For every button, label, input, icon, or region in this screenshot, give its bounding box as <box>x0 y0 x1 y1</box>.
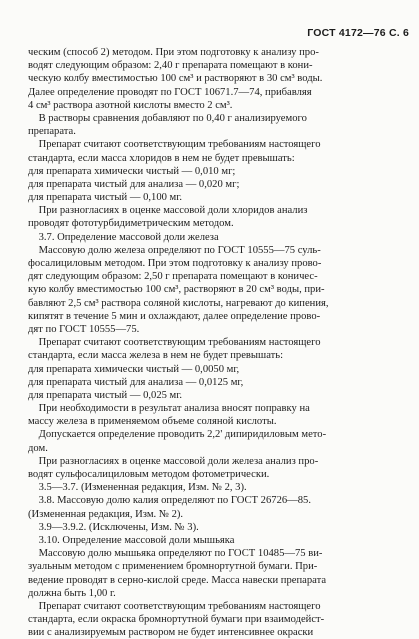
text-line: массу железа в применяемом объеме соляной кислоты. <box>28 416 277 428</box>
text-line: ческим (способ 2) методом. При этом подготовку к анализу про- <box>28 47 319 58</box>
text-line: дят следующим образом: 2,50 г препарата помещают в коничес- <box>28 271 318 283</box>
text-line: кипятят в течение 5 мин и охлаждают, далее определение прово- <box>28 310 321 322</box>
text-line: зуальным методом с применением бромнортутной бумаги. При- <box>28 561 318 573</box>
text-line: стандарта, если окраска бромнортутной бумаги при взаимодейст- <box>28 614 325 626</box>
text-line: для препарата чистый для анализа — 0,020 мг; <box>28 178 240 190</box>
text-line: для препарата химически чистый — 0,0050 мг, <box>28 363 240 375</box>
text-line: стандарта, если масса железа в нем не будет превышать: <box>28 350 284 362</box>
text-line: для препарата химически чистый — 0,010 мг; <box>28 165 236 177</box>
text-line: При разногласиях в оценке массовой доли железа анализ про- <box>28 455 319 467</box>
text-line: вии с анализируемым раствором не будет интенсивнее окраски <box>28 627 314 639</box>
text-line: кую колбу вместимостью 100 см³, растворяют в 20 см³ воды, при- <box>28 284 325 296</box>
text-line: водят сульфосалициловым методом фотометрически. <box>28 469 270 480</box>
text-line: бавляют 2,5 см³ раствора соляной кислоты, нагревают до кипения, <box>28 297 329 309</box>
text-line: водят следующим образом: 2,40 г препарата помещают в кони- <box>28 60 313 72</box>
text-line: препарата. <box>28 126 76 138</box>
text-line: Массовую долю мышьяка определяют по ГОСТ 10485—75 ви- <box>28 548 323 560</box>
amendment-note: 3.9—3.9.2. (Исключены, Изм. № 3). <box>28 521 199 533</box>
text-line: Препарат считают соответствующим требованиям настоящего <box>28 139 321 151</box>
text-line: для препарата чистый — 0,100 мг. <box>28 192 183 204</box>
text-line: стандарта, если масса хлоридов в нем не будет превышать: <box>28 152 295 164</box>
text-line: Массовую долю железа определяют по ГОСТ 10555—75 суль- <box>28 244 321 256</box>
text-line: Далее определение проводят по ГОСТ 10671.7—74, прибавляя <box>28 86 312 98</box>
amendment-note: 3.5—3.7. (Измененная редакция, Изм. № 2, 3). <box>28 482 247 494</box>
amendment-note: (Измененная редакция, Изм. № 2). <box>28 508 184 520</box>
document-body <box>28 46 398 639</box>
text-line: 4 см³ раствора азотной кислоты вместо 2 см³. <box>28 99 233 111</box>
text-line: В растворы сравнения добавляют по 0,40 г анализируемого <box>28 112 307 124</box>
text-line: проводят фототурбидиметрическим методом. <box>28 218 234 230</box>
text-line: дом. <box>28 442 48 454</box>
text-line: должна быть 1,00 г. <box>28 587 116 599</box>
text-line: дят по ГОСТ 10555—75. <box>28 323 140 335</box>
text-line: ческую колбу вместимостью 100 см³ и растворяют в 30 см³ воды. <box>28 73 323 85</box>
section-heading: 3.10. Определение массовой доли мышьяка <box>28 534 235 546</box>
text-line: Допускается определение проводить 2,2' дипиридиловым мето- <box>28 429 327 441</box>
text-line: для препарата чистый для анализа — 0,0125 мг, <box>28 376 244 388</box>
text-line: фосалициловым методом. При этом подготовку к анализу прово- <box>28 258 322 269</box>
page-header: ГОСТ 4172—76 С. 6 <box>307 27 409 39</box>
text-line: Препарат считают соответствующим требованиям настоящего <box>28 337 321 349</box>
text-line: ведение проводят в серно-кислой среде. Масса навески препарата <box>28 574 327 586</box>
section-heading: 3.7. Определение массовой доли железа <box>28 231 219 243</box>
text-line: для препарата чистый — 0,025 мг. <box>28 389 183 401</box>
text-line: 3.8. Массовую долю калия определяют по ГОСТ 26726—85. <box>28 495 311 507</box>
text-line: При необходимости в результат анализа вносят поправку на <box>28 403 310 415</box>
text-line: Препарат считают соответствующим требованиям настоящего <box>28 600 321 612</box>
text-line: При разногласиях в оценке массовой доли хлоридов анализ <box>28 205 308 217</box>
